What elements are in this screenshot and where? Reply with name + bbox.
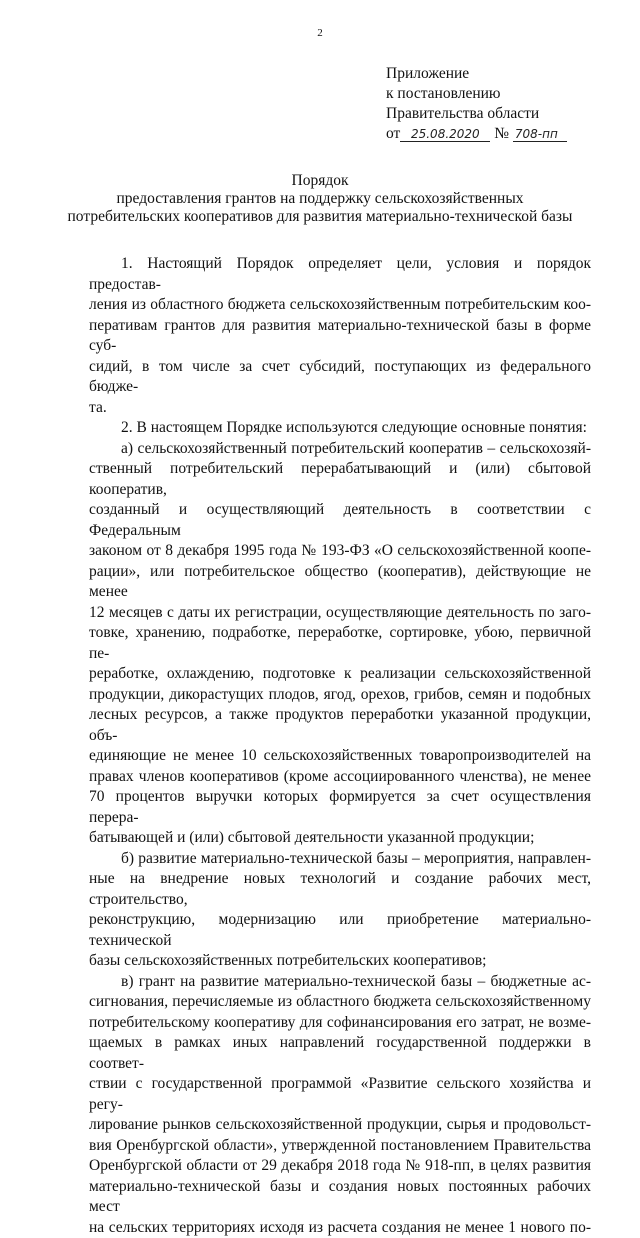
text-line: в) грант на развитие материально-технической базы – бюджетные ас- [89, 972, 591, 993]
appendix-line-1: Приложение [386, 64, 567, 84]
text-line: Оренбургской области от 29 декабря 2018 года № 918-пп, в целях развития [89, 1156, 591, 1177]
text-line: лесных ресурсов, а также продуктов переработки указанной продукции, объ- [89, 705, 591, 746]
text-line: материально-технической базы и создания новых постоянных рабочих мест [89, 1177, 591, 1218]
text-line: перативам грантов для развития материально-технической базы в форме суб- [89, 316, 591, 357]
appendix-date-line [386, 124, 567, 144]
appendix-line-3: Правительства области [386, 104, 567, 124]
text-line: сигнования, перечисляемые из областного бюджета сельскохозяйственному [89, 992, 591, 1013]
document-subtitle-line-2: потребительских кооперативов для развития материально-технической базы [0, 208, 640, 226]
text-line: 70 процентов выручки которых формируется за счет осуществления перера- [89, 787, 591, 828]
text-line: ствии с государственной программой «Развитие сельского хозяйства и регу- [89, 1074, 591, 1115]
date-prefix: от [386, 125, 400, 142]
text-line: лирование рынков сельскохозяйственной продукции, сырья и продовольст- [89, 1115, 591, 1136]
text-line: а) сельскохозяйственный потребительский кооператив – сельскохозяй- [89, 439, 591, 460]
text-line: потребительскому кооперативу для софинансирования его затрат, не возме- [89, 1013, 591, 1034]
text-line: та. [89, 398, 591, 419]
text-line: созданный и осуществляющий деятельность в соответствии с Федеральным [89, 500, 591, 541]
text-line: товке, хранению, подработке, переработке, сортировке, убою, первичной пе- [89, 623, 591, 664]
text-line: на сельских территориях исходя из расчета создания не менее 1 нового по- [89, 1218, 591, 1238]
page-number: 2 [0, 27, 640, 39]
text-line: щаемых в рамках иных направлений государственной поддержки в соответ- [89, 1033, 591, 1074]
appendix-line-2: к постановлению [386, 84, 567, 104]
text-line: ственный потребительский перерабатывающий и (или) сбытовой кооператив, [89, 459, 591, 500]
document-title: Порядок [0, 172, 640, 190]
handwritten-number: 708-пп [513, 127, 567, 142]
handwritten-date: 25.08.2020 [400, 127, 490, 142]
text-line: вия Оренбургской области», утвержденной постановлением Правительства [89, 1136, 591, 1157]
text-line: правах членов кооперативов (кроме ассоциированного членства), не менее [89, 767, 591, 788]
text-line: рации», или потребительское общество (кооператив), действующие не менее [89, 562, 591, 603]
appendix-block [386, 64, 567, 144]
document-subtitle-line-1: предоставления грантов на поддержку сельскохозяйственных [0, 190, 640, 208]
text-line: 1. Настоящий Порядок определяет цели, условия и порядок предостав- [89, 254, 591, 295]
text-line: б) развитие материально-технической базы – мероприятия, направлен- [89, 849, 591, 870]
text-line: сидий, в том числе за счет субсидий, поступающих из федерального бюдже- [89, 357, 591, 398]
text-line: базы сельскохозяйственных потребительских кооперативов; [89, 951, 591, 972]
text-line: ные на внедрение новых технологий и создание рабочих мест, строительство, [89, 869, 591, 910]
text-line: законом от 8 декабря 1995 года № 193-ФЗ «О сельскохозяйственной коопе- [89, 541, 591, 562]
number-prefix: № [494, 125, 509, 142]
text-line: продукции, дикорастущих плодов, ягод, орехов, грибов, семян и подобных [89, 685, 591, 706]
text-line: ления из областного бюджета сельскохозяйственным потребительским коо- [89, 295, 591, 316]
document-body [89, 254, 591, 1238]
text-line: единяющие не менее 10 сельскохозяйственных товаропроизводителей на [89, 746, 591, 767]
text-line: реработке, охлаждению, подготовке к реализации сельскохозяйственной [89, 664, 591, 685]
text-line: 2. В настоящем Порядке используются следующие основные понятия: [89, 418, 591, 439]
text-line: батывающей и (или) сбытовой деятельности указанной продукции; [89, 828, 591, 849]
text-line: реконструкцию, модернизацию или приобретение материально-технической [89, 910, 591, 951]
text-line: 12 месяцев с даты их регистрации, осуществляющие деятельность по заго- [89, 603, 591, 624]
